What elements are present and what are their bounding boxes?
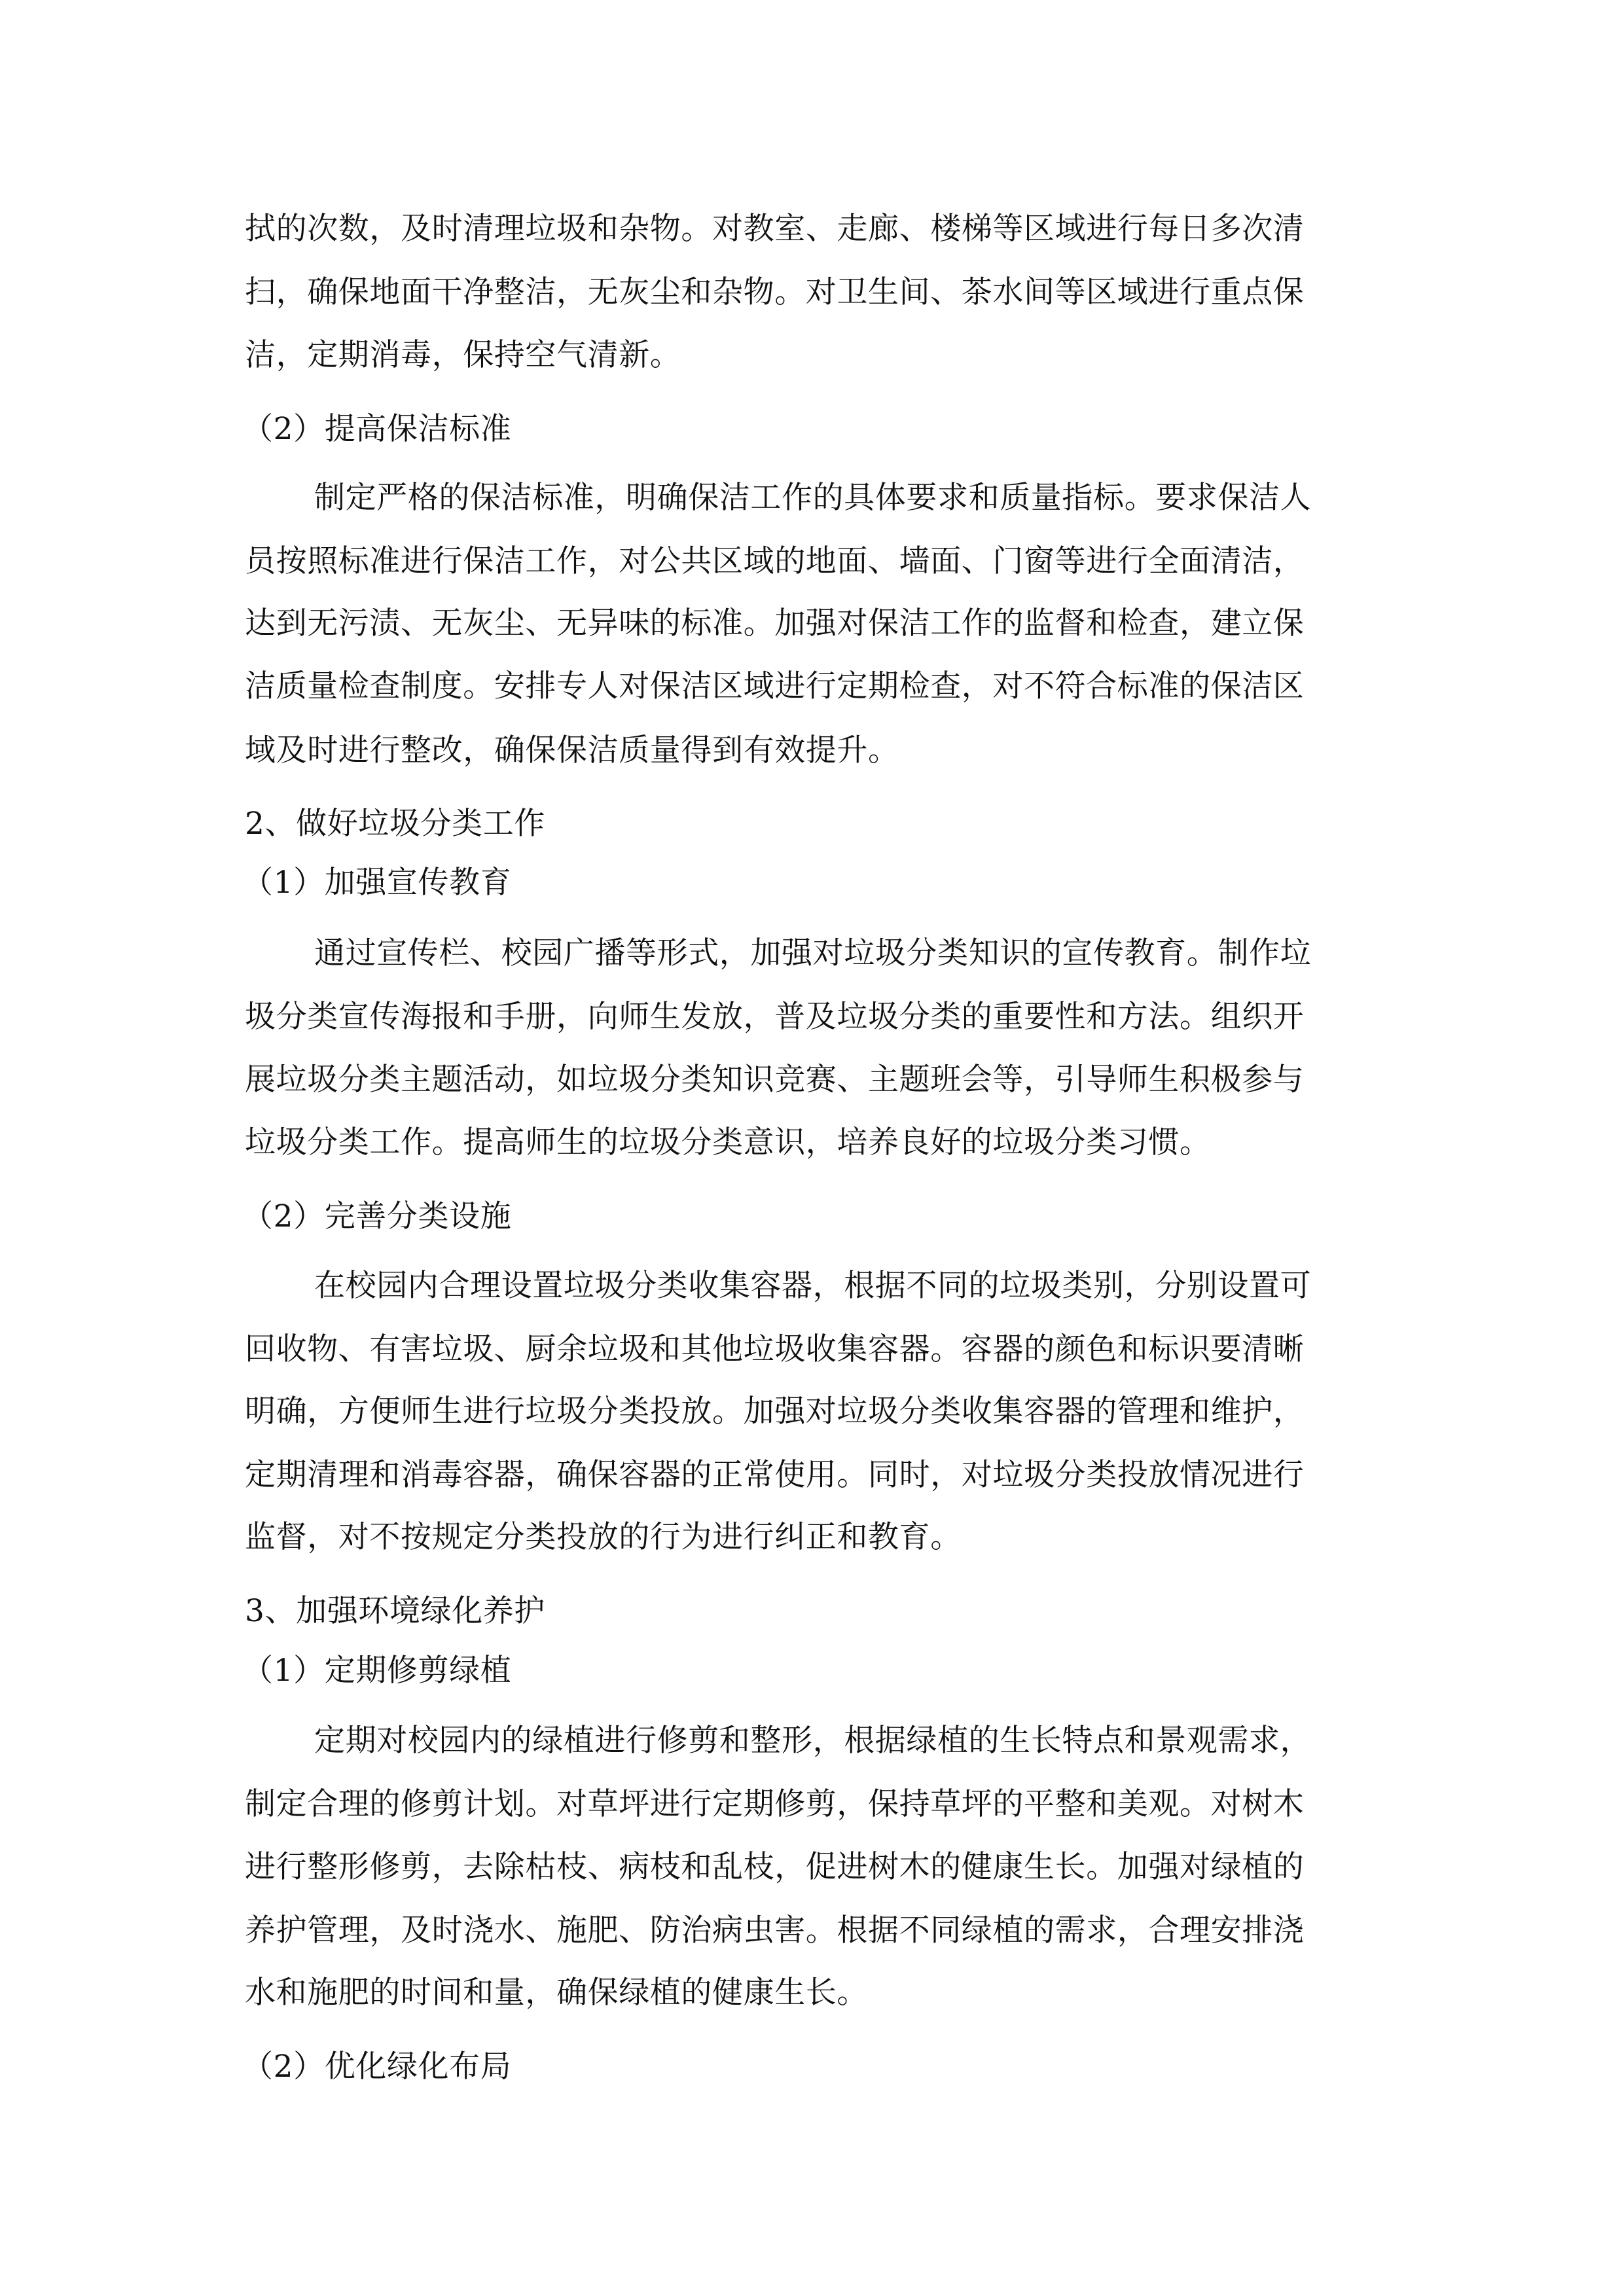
subheading: （1）加强宣传教育 — [242, 865, 512, 901]
paragraph-first-line: 制定严格的保洁标准，明确保洁工作的具体要求和质量指标。要求保洁人 — [314, 480, 1312, 516]
body-line: 制定合理的修剪计划。对草坪进行定期修剪，保持草坪的平整和美观。对树木 — [245, 1786, 1305, 1822]
subheading: （2）优化绿化布局 — [242, 2049, 512, 2085]
body-line: 员按照标准进行保洁工作，对公共区域的地面、墙面、门窗等进行全面清洁， — [245, 543, 1305, 579]
paragraph-first-line: 定期对校园内的绿植进行修剪和整形，根据绿植的生长特点和景观需求， — [314, 1723, 1312, 1759]
body-line: 水和施肥的时间和量，确保绿植的健康生长。 — [245, 1975, 868, 2011]
body-line: 监督，对不按规定分类投放的行为进行纠正和教育。 — [245, 1519, 962, 1555]
section-heading: 3、加强环境绿化养护 — [245, 1593, 545, 1629]
subheading: （2）提高保洁标准 — [242, 411, 512, 447]
subheading: （1）定期修剪绿植 — [242, 1653, 512, 1689]
body-line: 扫，确保地面干净整洁，无灰尘和杂物。对卫生间、茶水间等区域进行重点保 — [245, 274, 1305, 310]
body-line: 垃圾分类工作。提高师生的垃圾分类意识，培养良好的垃圾分类习惯。 — [245, 1124, 1211, 1160]
body-line: 拭的次数，及时清理垃圾和杂物。对教室、走廊、楼梯等区域进行每日多次清 — [245, 211, 1305, 247]
body-line: 域及时进行整改，确保保洁质量得到有效提升。 — [245, 732, 899, 768]
paragraph-first-line: 通过宣传栏、校园广播等形式，加强对垃圾分类知识的宣传教育。制作垃 — [314, 935, 1312, 971]
body-line: 达到无污渍、无灰尘、无异味的标准。加强对保洁工作的监督和检查，建立保 — [245, 605, 1305, 641]
subheading: （2）完善分类设施 — [242, 1198, 512, 1234]
paragraph-first-line: 在校园内合理设置垃圾分类收集容器，根据不同的垃圾类别，分别设置可 — [314, 1268, 1312, 1304]
body-line: 圾分类宣传海报和手册，向师生发放，普及垃圾分类的重要性和方法。组织开 — [245, 999, 1305, 1035]
body-line: 养护管理，及时浇水、施肥、防治病虫害。根据不同绿植的需求，合理安排浇 — [245, 1912, 1305, 1948]
body-line: 回收物、有害垃圾、厨余垃圾和其他垃圾收集容器。容器的颜色和标识要清晰 — [245, 1331, 1305, 1367]
body-line: 定期清理和消毒容器，确保容器的正常使用。同时，对垃圾分类投放情况进行 — [245, 1457, 1305, 1493]
body-line: 明确，方便师生进行垃圾分类投放。加强对垃圾分类收集容器的管理和维护， — [245, 1393, 1305, 1429]
body-line: 展垃圾分类主题活动，如垃圾分类知识竞赛、主题班会等，引导师生积极参与 — [245, 1062, 1305, 1098]
body-line: 洁质量检查制度。安排专人对保洁区域进行定期检查，对不符合标准的保洁区 — [245, 668, 1305, 704]
section-heading: 2、做好垃圾分类工作 — [245, 806, 545, 842]
body-line: 洁，定期消毒，保持空气清新。 — [245, 337, 681, 373]
body-line: 进行整形修剪，去除枯枝、病枝和乱枝，促进树木的健康生长。加强对绿植的 — [245, 1849, 1305, 1885]
